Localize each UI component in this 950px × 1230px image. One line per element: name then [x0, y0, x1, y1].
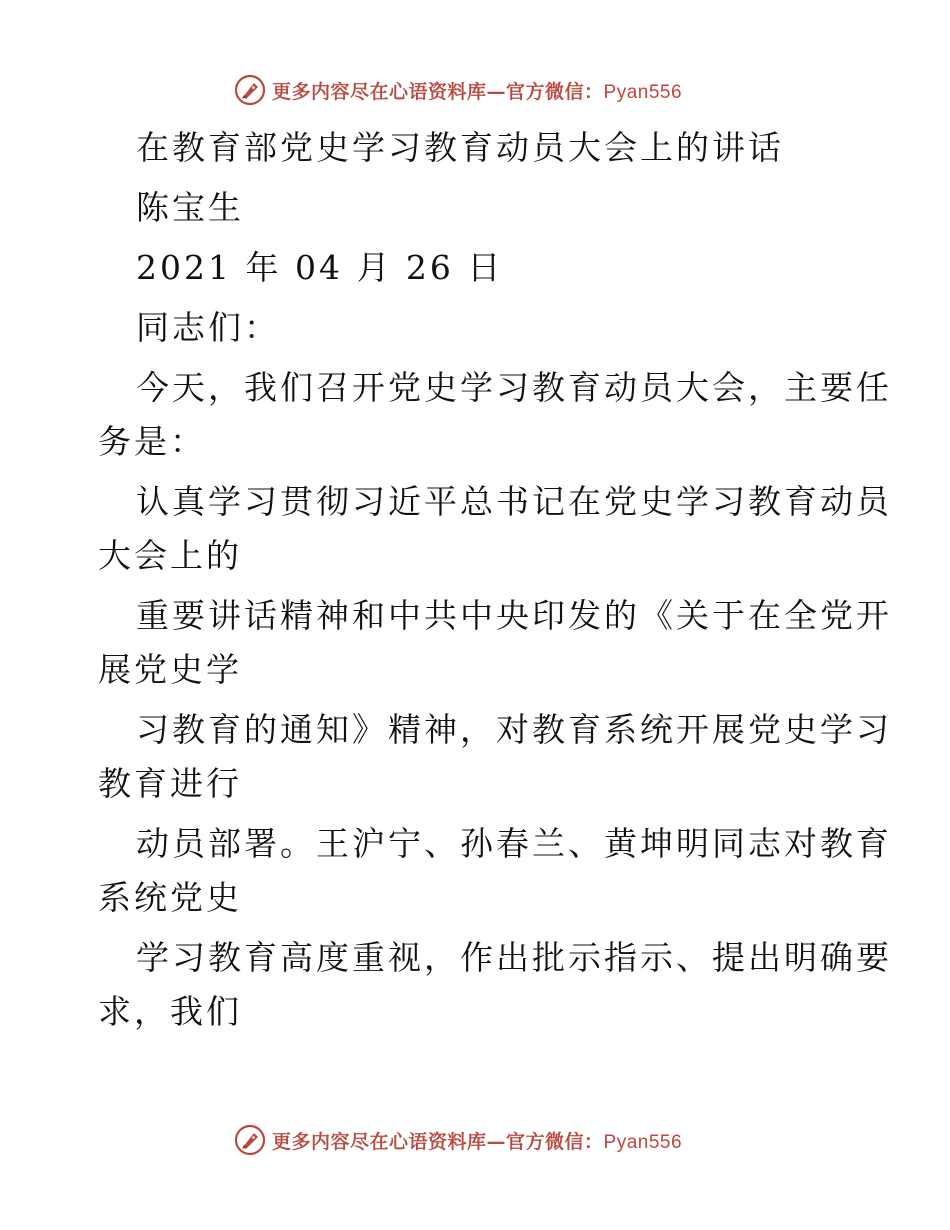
paragraph-line: 系统党史	[98, 878, 242, 917]
paragraph-line: 学习教育高度重视，作出批示指示、提出明确要	[136, 938, 892, 977]
paragraph-line: 认真学习贯彻习近平总书记在党史学习教育动员	[136, 482, 892, 521]
paragraph-line: 动员部署。王沪宁、孙春兰、黄坤明同志对教育	[136, 824, 892, 863]
document-date: 2021 年 04 月 26 日	[136, 248, 504, 287]
pen-nib-icon	[234, 74, 266, 106]
pen-nib-icon	[234, 1124, 266, 1156]
salutation: 同志们：	[136, 308, 280, 347]
document-body	[98, 126, 892, 1050]
paragraph-line: 求，我们	[98, 992, 242, 1031]
paragraph-line: 重要讲话精神和中共中央印发的《关于在全党开	[136, 596, 892, 635]
document-author: 陈宝生	[136, 188, 244, 227]
paragraph-line: 习教育的通知》精神，对教育系统开展党史学习	[136, 710, 892, 749]
paragraph-line: 大会上的	[98, 536, 242, 575]
paragraph-line: 今天，我们召开党史学习教育动员大会，主要任	[136, 368, 892, 407]
paragraph-line: 教育进行	[98, 764, 242, 803]
watermark-text: 更多内容尽在心语资料库—官方微信：Pyan556	[272, 80, 683, 103]
document-title: 在教育部党史学习教育动员大会上的讲话	[136, 128, 784, 167]
header-watermark	[234, 72, 682, 108]
watermark-text: 更多内容尽在心语资料库—官方微信：Pyan556	[272, 1130, 683, 1153]
paragraph-line: 展党史学	[98, 650, 242, 689]
paragraph-line: 务是：	[98, 422, 206, 461]
footer-watermark	[234, 1122, 682, 1158]
